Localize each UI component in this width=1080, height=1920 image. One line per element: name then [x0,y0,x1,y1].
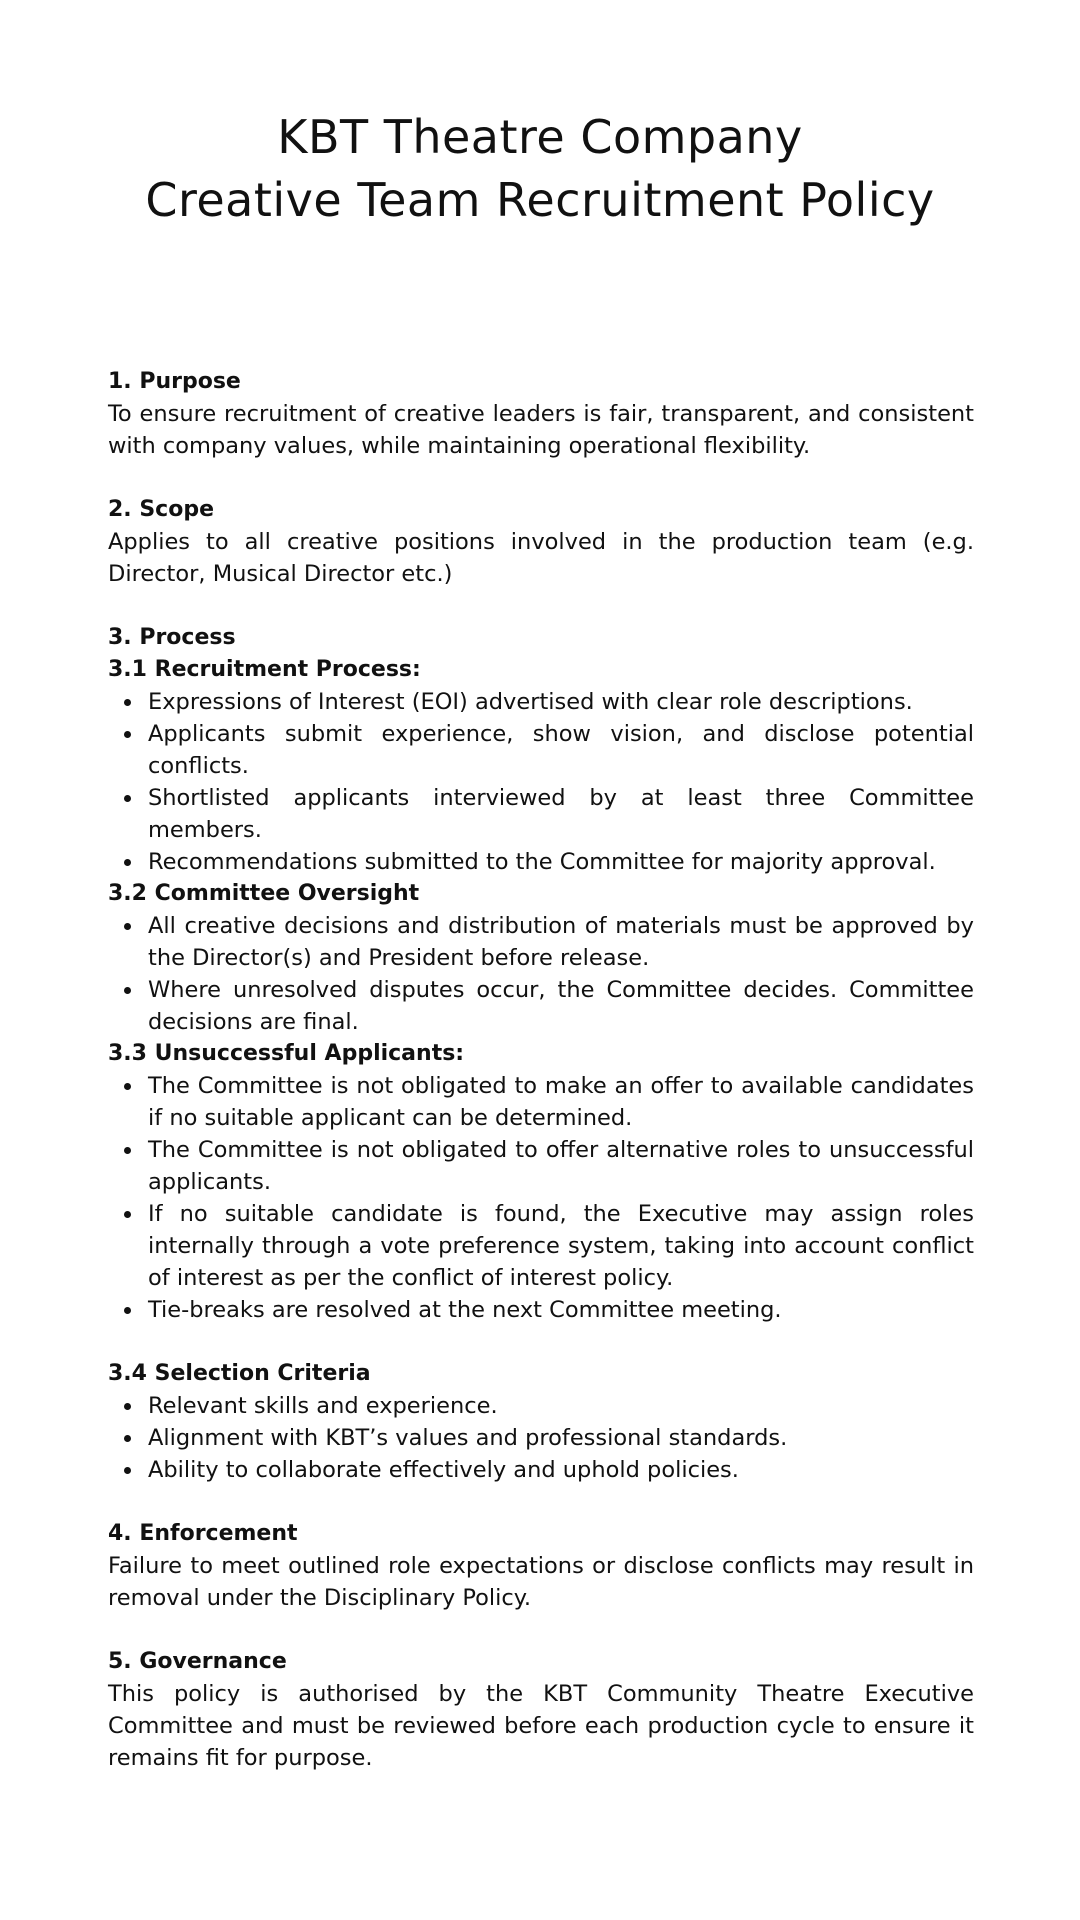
document-title [0,106,1080,232]
list-item: Relevant skills and experience. [108,1390,974,1422]
list-item: Where unresolved disputes occur, the Committee decides. Committee decisions are final. [108,974,974,1038]
document-body [108,366,974,1774]
section-heading-scope: 2. Scope [108,497,214,522]
subsection-heading-recruitment: 3.1 Recruitment Process: [108,657,421,682]
enforcement-text: Failure to meet outlined role expectations or disclose conflicts may result in removal under the Disciplinary Policy. [108,1553,974,1611]
governance-text: This policy is authorised by the KBT Community Theatre Executive Committee and must be reviewed before each production cycle to ensure it remains fit for purpose. [108,1681,974,1771]
list-item: Alignment with KBT’s values and professional standards. [108,1422,974,1454]
spacer [108,1486,974,1518]
unsuccessful-list [108,1070,974,1326]
list-item: The Committee is not obligated to make an offer to available candidates if no suitable applicant can be determined. [108,1070,974,1134]
list-item: Recommendations submitted to the Committee for majority approval. [108,846,974,878]
list-item: Expressions of Interest (EOI) advertised with clear role descriptions. [108,686,974,718]
section-heading-governance: 5. Governance [108,1649,287,1674]
section-heading-purpose: 1. Purpose [108,369,241,394]
criteria-list [108,1390,974,1486]
list-item: If no suitable candidate is found, the Executive may assign roles internally through a vote preference system, taking into account conflict of interest as per the conflict of interest policy. [108,1198,974,1294]
spacer [108,462,974,494]
list-item: Ability to collaborate effectively and uphold policies. [108,1454,974,1486]
recruitment-list [108,686,974,878]
list-item: Applicants submit experience, show vision, and disclose potential conflicts. [108,718,974,782]
list-item: Tie-breaks are resolved at the next Committee meeting. [108,1294,974,1326]
subsection-heading-oversight: 3.2 Committee Oversight [108,881,420,906]
spacer [108,590,974,622]
list-item: All creative decisions and distribution of materials must be approved by the Director(s) and President before release. [108,910,974,974]
spacer [108,1326,974,1358]
title-policy: Creative Team Recruitment Policy [145,173,935,227]
scope-text: Applies to all creative positions involved in the production team (e.g. Director, Musical Director etc.) [108,529,974,587]
subsection-heading-unsuccessful: 3.3 Unsuccessful Applicants: [108,1041,465,1066]
section-heading-process: 3. Process [108,625,236,650]
subsection-heading-criteria: 3.4 Selection Criteria [108,1361,371,1386]
list-item: Shortlisted applicants interviewed by at least three Committee members. [108,782,974,846]
oversight-list [108,910,974,1038]
list-item: The Committee is not obligated to offer alternative roles to unsuccessful applicants. [108,1134,974,1198]
title-company: KBT Theatre Company [277,110,803,164]
purpose-text: To ensure recruitment of creative leaders is fair, transparent, and consistent with company values, while maintaining operational flexibility. [108,401,974,459]
spacer [108,1614,974,1646]
section-heading-enforcement: 4. Enforcement [108,1521,298,1546]
